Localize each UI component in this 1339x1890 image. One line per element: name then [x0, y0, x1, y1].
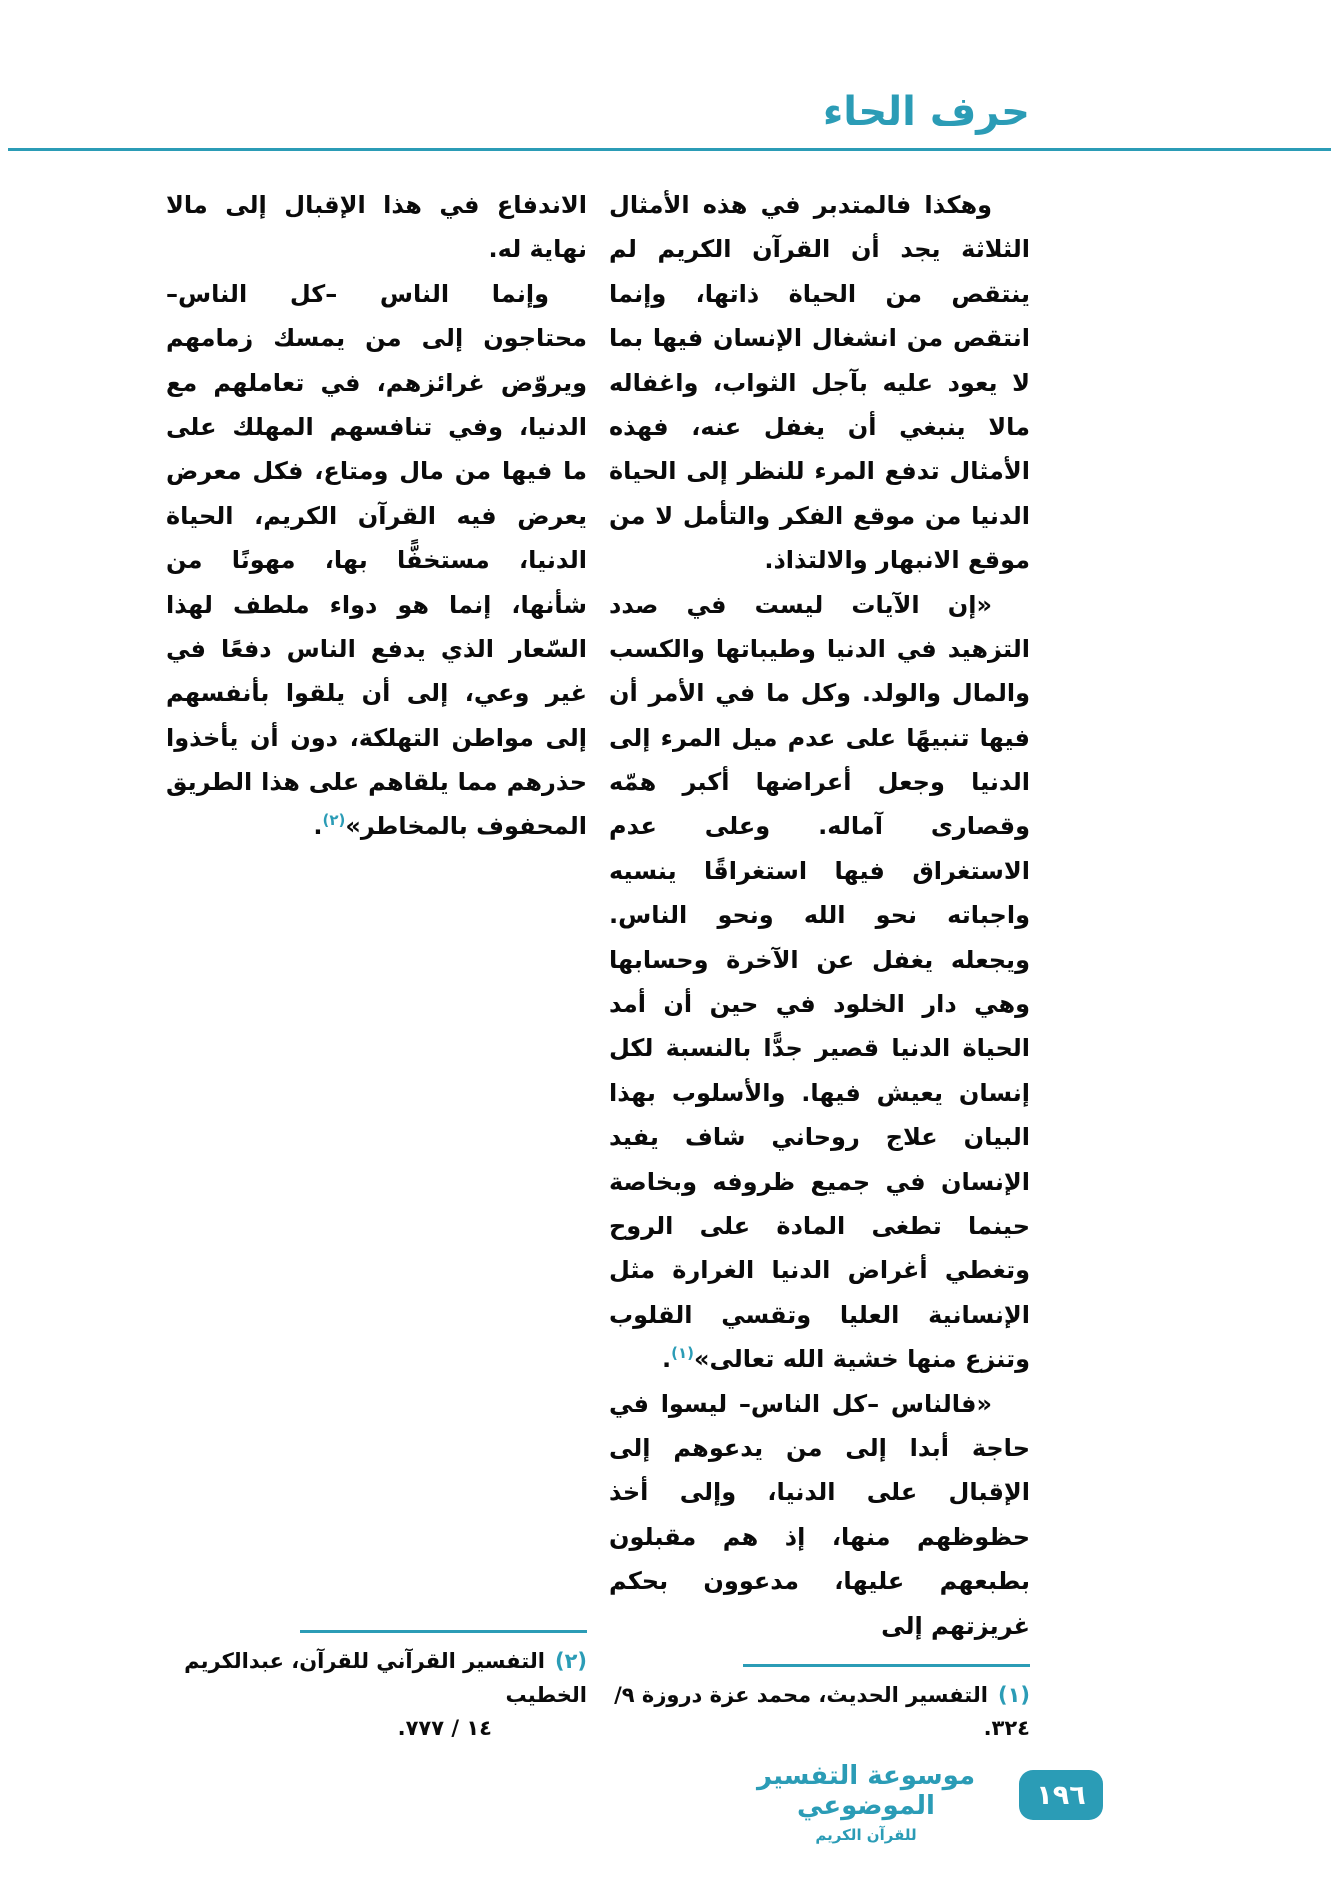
footnote-text: التفسير القرآني للقرآن، عبدالكريم الخطيب — [184, 1649, 587, 1707]
footnote-text: التفسير الحديث، محمد عزة دروزة ٩/ ٣٢٤. — [614, 1682, 1030, 1741]
page-footer — [0, 1762, 1339, 1890]
paragraph-text: «فالناس –كل الناس– ليسوا في حاجة أبدا إلى من يدعوهم إلى الإقبال على الدنيا، وإلى أخذ حظوظهم منها، إذ هم مقبلون بطبعهم عليها، مدعوون بحكم غريزتهم إلى — [609, 1389, 1030, 1640]
paragraph-tail: . — [661, 1345, 672, 1374]
publisher-logo — [745, 1762, 987, 1844]
footnote-ref: (١) — [671, 1344, 694, 1363]
paragraph — [166, 183, 587, 272]
footnote-marker: (٢) — [554, 1649, 587, 1674]
page-number: ١٩٦ — [1036, 1779, 1086, 1811]
footnote — [609, 1679, 1030, 1746]
paragraph-text: «إن الآيات ليست في صدد التزهيد في الدنيا وطيباتها والكسب والمال والولد. وكل ما في الأمر أن فيها تنبيهًا على عدم ميل المرء إلى الدنيا وجعل أعراضها أكبر همّه وقصارى آماله. وعلى عدم الاستغراق فيها استغراقًا ينسيه واجباته نحو الله ونحو الناس. ويجعله يغفل عن الآخرة وحسابها وهي دار الخلود في حين أن أمد الحياة الدنيا قصير جدًّا بالنسبة لكل إنسان يعيش فيها. والأسلوب بهذا البيان علاج روحاني شاف يفيد الإنسان في جميع ظروفه وبخاصة حينما تطغى المادة على الروح وتغطي أغراض الدنيا الغرارة مثل الإنسانية العليا وتقسي القلوب وتنزع منها خشية الله تعالى» — [609, 590, 1030, 1374]
paragraph-text: وإنما الناس –كل الناس– محتاجون إلى من يمسك زمامهم ويروّض غرائزهم، في تعاملهم مع الدنيا، وفي تنافسهم المهلك على ما فيها من مال ومتاع، فكل معرض يعرض فيه القرآن الكريم، الحياة الدنيا، مستخفًّا بها، مهونًا من شأنها، إنما هو دواء ملطف لهذا السّعار الذي يدفع الناس دفعًا في غير وعي، إلى أن يلقوا بأنفسهم إلى مواطن التهلكة، دون أن يأخذوا حذرهم مما يلقاهم على هذا الطريق المحفوف بالمخاطر» — [166, 279, 587, 841]
paragraph-text: وهكذا فالمتدبر في هذه الأمثال الثلاثة يجد أن القرآن الكريم لم ينتقص من الحياة ذاتها، وإنما انتقص من انشغال الإنسان فيها بما لا يعود عليه بآجل الثواب، واغفاله مالا ينبغي أن يغفل عنه، فهذه الأمثال تدفع المرء للنظر إلى الحياة الدنيا من موقع الفكر والتأمل لا من موقع الانبهار والالتذاذ. — [609, 191, 1030, 575]
publisher-logo-subtitle: للقرآن الكريم — [815, 1825, 917, 1844]
paragraph — [166, 272, 587, 849]
page-header — [0, 0, 1339, 151]
paragraph-text: الاندفاع في هذا الإقبال إلى مالا نهاية له. — [166, 191, 587, 264]
footnote-block-right — [609, 1648, 1030, 1746]
right-column — [609, 183, 1030, 1746]
publisher-logo-title: موسوعة التفسير الموضوعي — [756, 1761, 976, 1821]
paragraph — [609, 183, 1030, 583]
paragraph — [609, 1382, 1030, 1648]
paragraph-tail: . — [313, 812, 323, 841]
section-title: حرف الحاء — [822, 89, 1030, 135]
footnote-divider — [300, 1630, 587, 1633]
left-column — [166, 183, 587, 1746]
footnote-block-left — [166, 1614, 587, 1746]
footnote-divider — [743, 1664, 1030, 1667]
page-number-badge — [1019, 1770, 1103, 1820]
footnote-marker: (١) — [997, 1682, 1030, 1707]
text-columns — [166, 183, 1030, 1746]
footnote-ref: (٢) — [322, 811, 346, 830]
footnote-continued: ١٤ / ٧٧٧. — [397, 1716, 492, 1741]
footnote — [166, 1645, 587, 1712]
header-divider — [8, 148, 1331, 151]
paragraph — [609, 583, 1030, 1382]
